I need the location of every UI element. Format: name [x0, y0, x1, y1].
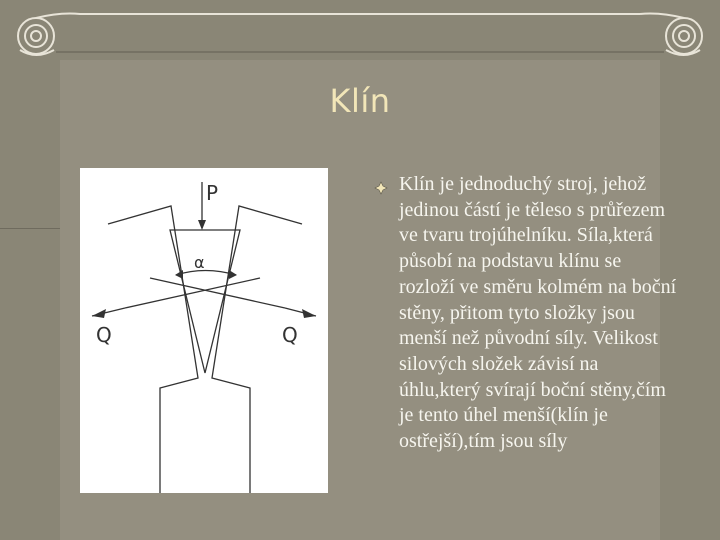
body-paragraph: Klín je jednoduchý stroj, jehož jedinou částí je těleso s průřezem ve tvaru trojúhelníku. Síla,která působí na podstavu klínu se rozloží ve směru kolmém na boční stěny, přitom tyto složky jsou menší než původní síly. Velikost silových složek závisí na úhlu,který svírají boční stěny,čím je tento úhel menší(klín je ostřejší),tím jsou síly — [399, 173, 677, 453]
force-label: P — [206, 181, 219, 205]
ornament-header — [0, 0, 720, 60]
side-rule — [0, 228, 60, 229]
wedge-figure — [80, 168, 328, 493]
right-component-label: Q — [282, 323, 298, 347]
left-component-label: Q — [96, 323, 112, 347]
slide-title: Klín — [329, 82, 391, 120]
bullet-icon — [374, 181, 388, 195]
angle-label: α — [194, 253, 205, 272]
